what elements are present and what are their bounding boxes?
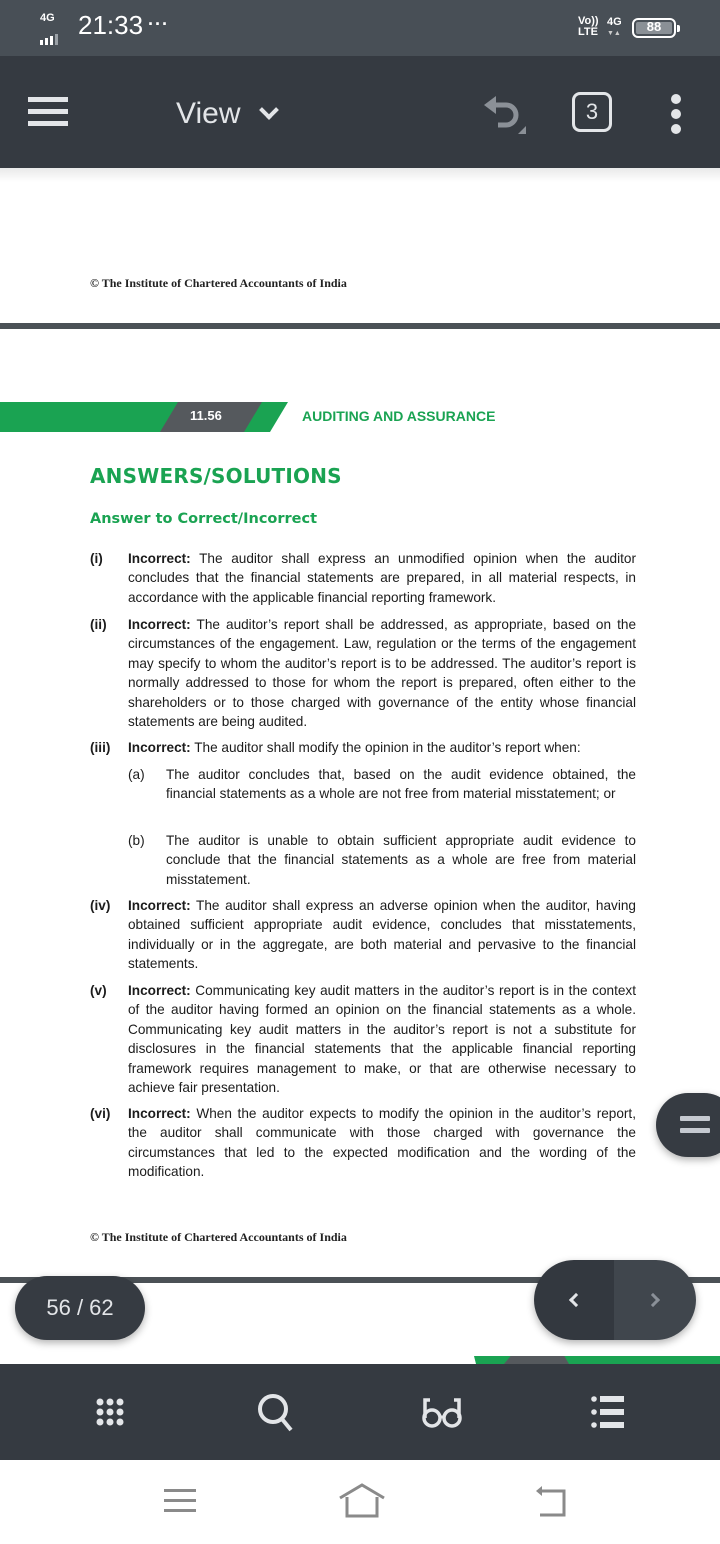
battery-icon — [632, 18, 676, 38]
signal-strength-icon — [40, 12, 74, 42]
sub-item — [128, 765, 636, 804]
answer-label: Incorrect: — [128, 617, 191, 632]
volte-label: Vo)) — [578, 15, 599, 27]
recents-button[interactable] — [150, 1476, 210, 1526]
answer-item — [90, 1104, 636, 1182]
next-page-header-band — [474, 1356, 720, 1364]
answer-number: (iv) — [90, 898, 111, 913]
answer-number: (i) — [90, 551, 103, 566]
handle-line-icon — [680, 1116, 710, 1121]
battery-level: 88 — [646, 19, 662, 34]
section-heading: ANSWERS/SOLUTIONS — [90, 464, 342, 488]
answer-item — [90, 738, 636, 757]
undo-icon[interactable] — [474, 92, 530, 140]
view-menu-button[interactable] — [176, 94, 276, 134]
search-icon — [254, 1390, 298, 1434]
search-button[interactable] — [244, 1380, 308, 1444]
page-number-label: 11.56 — [190, 408, 222, 423]
lte-label: LTE — [578, 26, 598, 38]
previous-page-footer: © The Institute of Chartered Accountants of India — [90, 276, 347, 290]
answer-text: The auditor’s report shall be addressed, as appropriate, based on the circumstances of the engagement. Law, regulation or the terms of the engagement may specify to whom the auditor’s report is to be addressed. The auditor’s report is normally addressed to those for whom the report is prepared, often either to the shareholders or to those charged with governance of the entity whose financial statements are being audited. — [128, 617, 636, 730]
hamburger-menu-icon[interactable] — [28, 97, 68, 127]
app-bar — [0, 56, 720, 168]
answer-number: (vi) — [90, 1106, 111, 1121]
answer-text: When the auditor expects to modify the opinion in the auditor’s report, the auditor shall communicate with those charged with governance the circumstances that led to the expected modification and the wording of the modification. — [128, 1106, 636, 1180]
answer-text: Communicating key audit matters in the auditor’s report is in the context of the auditor having formed an opinion on the financial statements as a whole. Communicating key audit matters in the auditor’s report is not a substitute for disclosures in the financial statements that the applicable financial reporting framework requires management to make, or that are otherwise necessary to achieve fair presentation. — [128, 983, 636, 1096]
network-type-label: 4G — [40, 12, 55, 24]
answer-label: Incorrect: — [128, 898, 191, 913]
answer-item — [90, 549, 636, 607]
answer-text: The auditor shall modify the opinion in the auditor’s report when: — [190, 740, 581, 755]
thumbnails-grid-button[interactable] — [78, 1380, 142, 1444]
answer-number: (ii) — [90, 617, 107, 632]
previous-page-button[interactable] — [534, 1260, 614, 1340]
home-button[interactable] — [332, 1476, 392, 1526]
answer-label: Incorrect: — [128, 551, 191, 566]
home-icon — [337, 1483, 387, 1519]
back-button[interactable] — [520, 1476, 580, 1526]
next-page-button[interactable] — [614, 1260, 696, 1340]
handle-line-icon — [680, 1128, 710, 1133]
chevron-right-icon — [646, 1293, 660, 1307]
sub-item-number: (b) — [128, 833, 145, 848]
sub-item-text: The auditor concludes that, based on the audit evidence obtained, the financial statements as a whole are not free from material misstatement; or — [166, 767, 636, 802]
mobile-data-icon — [607, 16, 622, 40]
back-icon — [530, 1483, 570, 1519]
answer-label: Incorrect: — [128, 740, 191, 755]
more-vertical-icon[interactable] — [669, 94, 683, 134]
section-subheading: Answer to Correct/Incorrect — [90, 511, 318, 527]
notification-overflow-icon: ··· — [148, 14, 169, 34]
reading-mode-button[interactable] — [410, 1380, 474, 1444]
chevron-left-icon — [569, 1293, 583, 1307]
sub-item-text: The auditor is unable to obtain sufficient appropriate audit evidence to conclude that the financial statements as a whole are free from material misstatement. — [166, 833, 636, 887]
status-bar — [0, 0, 720, 56]
volte-icon — [578, 16, 599, 38]
list-icon — [586, 1390, 630, 1434]
answer-number: (v) — [90, 983, 107, 998]
side-panel-handle[interactable] — [656, 1093, 720, 1157]
chapter-title: AUDITING AND ASSURANCE — [302, 408, 496, 424]
outline-button[interactable] — [576, 1380, 640, 1444]
sub-item-number: (a) — [128, 767, 145, 782]
page-indicator[interactable]: 56 / 62 — [15, 1276, 145, 1340]
answer-number: (iii) — [90, 740, 111, 755]
chevron-down-icon — [260, 100, 280, 120]
appbar-shadow — [0, 168, 720, 182]
answer-item — [90, 981, 636, 1097]
grid-icon — [92, 1394, 128, 1430]
answer-label: Incorrect: — [128, 983, 191, 998]
answer-item — [90, 896, 636, 974]
recents-icon — [162, 1486, 198, 1516]
sub-item — [128, 831, 636, 889]
glasses-icon — [420, 1390, 464, 1434]
answer-item — [90, 615, 636, 731]
page-navigation — [534, 1260, 696, 1340]
view-label: View — [176, 97, 241, 130]
page-footer: © The Institute of Chartered Accountants of India — [90, 1230, 347, 1244]
page-separator — [0, 323, 720, 329]
data-activity-icon: ▼▲ — [607, 30, 621, 37]
data-type-label: 4G — [607, 16, 622, 28]
answer-text: The auditor shall express an unmodified opinion when the auditor concludes that the financial statements are prepared, in all material respects, in accordance with the applicable financial reporting framework. — [128, 551, 636, 605]
answer-label: Incorrect: — [128, 1106, 191, 1121]
clock: 21:33 — [78, 10, 144, 40]
answer-text: The auditor shall express an adverse opinion when the auditor, having obtained sufficient appropriate audit evidence, concludes that misstatements, individually or in the aggregate, are both material and pervasive to the financial statements. — [128, 898, 636, 972]
open-tabs-button[interactable]: 3 — [572, 92, 612, 132]
